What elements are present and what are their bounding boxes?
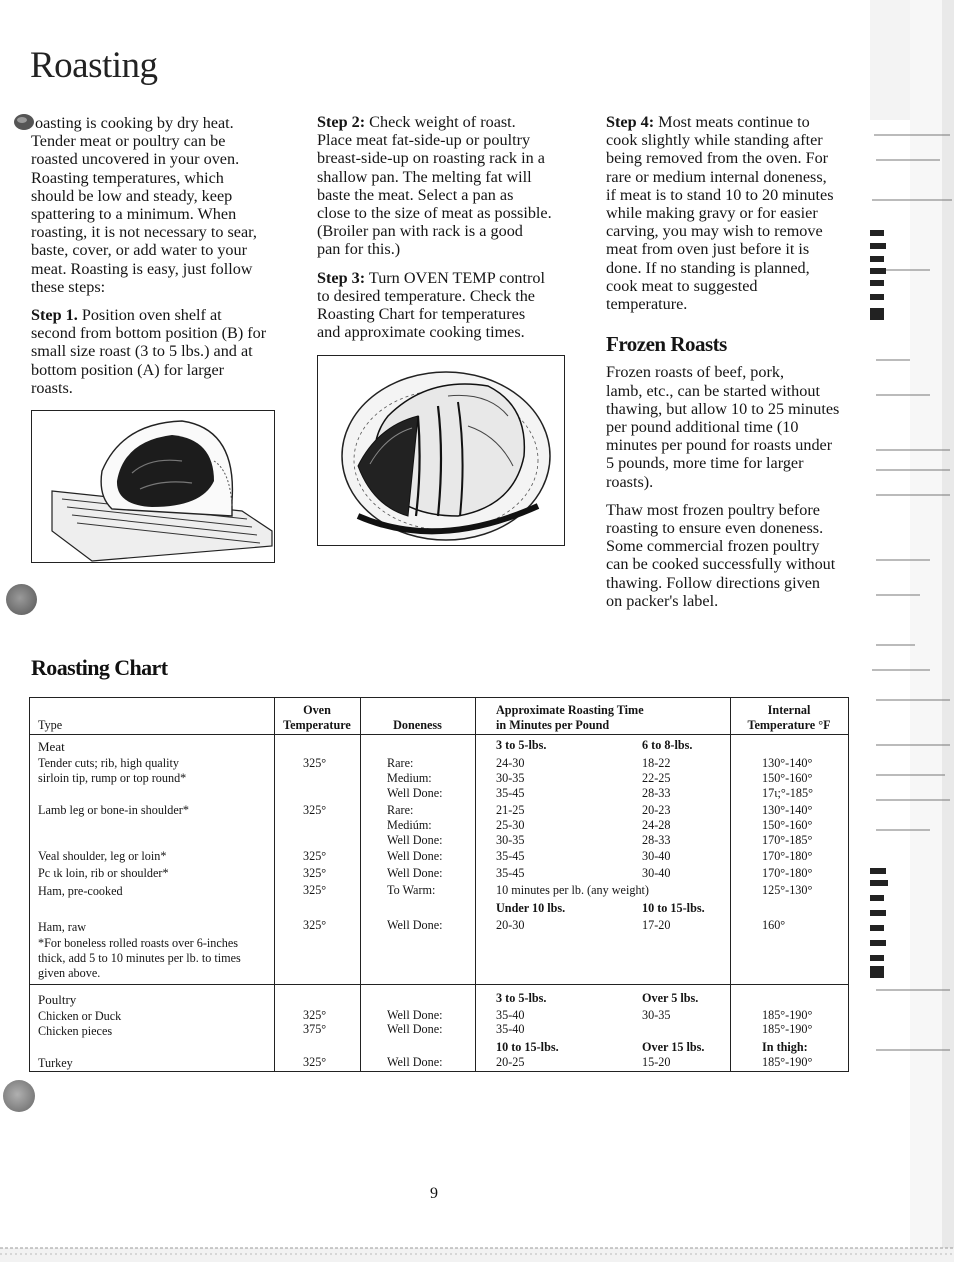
intro-paragraph: oasting is cooking by dry heat. Tender meat or poultry can be roasted uncovered in your oven. Roasting temperatures, which should be low and steady, keep spattering to a minimum. When roasting, it is not necessary to sear, baste, cover, or add water to your meat. Roasting is easy, just follow these steps:	[31, 113, 281, 296]
cell-temp: 325°	[303, 883, 327, 897]
table-rule	[475, 698, 476, 1071]
frozen-paragraph-1: Frozen roasts of beef, pork, lamb, etc., can be started without thawing, but allow 10 to 25 minutes per pound additional time (10 minutes per pound for roasts under 5 pounds, more time for larger roasts).	[606, 363, 840, 491]
punch-hole-icon	[6, 584, 37, 615]
cell-internal: 130°-140° 150°-160° 170°-185°	[762, 803, 813, 847]
cell-internal: 125°-130°	[762, 883, 813, 897]
table-row: Chicken or Duck	[38, 1009, 122, 1023]
cell-doneness: Well Done:	[387, 918, 443, 932]
cell-temp: 325°	[303, 918, 327, 932]
cell-time-small: 21-25 25-30 30-35	[496, 803, 525, 847]
cell-time-small: 35-45	[496, 849, 525, 863]
page-number: 9	[430, 1185, 438, 1202]
scan-edge-noise	[870, 0, 954, 1262]
step4-frozen-column	[606, 113, 856, 620]
cell-internal: 160°	[762, 918, 786, 932]
cell-time-small: 35-40	[496, 1008, 525, 1022]
table-row: Ham, pre-cooked	[38, 884, 123, 898]
step-2-label: Step 2:	[317, 113, 366, 131]
header-oven: Oven Temperature	[283, 703, 351, 732]
cell-internal: 185°-190°	[762, 1022, 813, 1036]
cell-doneness: Well Done:	[387, 1022, 443, 1036]
cell-doneness: Well Done:	[387, 1008, 443, 1022]
step-1: Step 1. Position oven shelf at second from bottom position (B) for small size roast (3 to 5 lbs.) and at bottom position (A) for larger roasts.	[31, 306, 267, 397]
cell-time-small: 20-25	[496, 1055, 525, 1069]
cell-temp: 325°	[303, 1055, 327, 1069]
cell-time-large: 30-40	[642, 849, 671, 863]
sliced-roast-icon	[318, 356, 564, 545]
roast-on-rack-icon	[32, 411, 274, 562]
section-poultry: Poultry	[38, 992, 77, 1007]
cell-time-large: 30-40	[642, 866, 671, 880]
subheader: Under 10 lbs.	[496, 901, 566, 915]
cell-time-small: 20-30	[496, 918, 525, 932]
table-row: Lamb leg or bone-in shoulder*	[38, 803, 189, 817]
table-row: Veal shoulder, leg or loin*	[38, 849, 167, 863]
cell-time-large: 17-20	[642, 918, 671, 932]
roasting-chart-heading: Roasting Chart	[31, 655, 168, 680]
cell-time-small: 35-45	[496, 866, 525, 880]
header-type: Type	[38, 718, 63, 732]
cell-time-small: 35-40	[496, 1022, 525, 1036]
page-title: Roasting	[30, 45, 158, 86]
cell-time-large: 18-22 22-25 28-33	[642, 756, 671, 800]
table-footnote: *For boneless rolled roasts over 6-inches thick, add 5 to 10 minutes per lb. to times given above.	[38, 936, 241, 980]
cell-temp: 375°	[303, 1022, 327, 1036]
step-4-label: Step 4:	[606, 113, 655, 131]
cell-doneness: Rare: Mediúm: Well Done:	[387, 803, 443, 847]
cell-doneness: Well Done:	[387, 849, 443, 863]
cell-internal: 185°-190°	[762, 1008, 813, 1022]
cell-time: 10 minutes per lb. (any weight)	[496, 883, 649, 897]
table-rule	[360, 698, 361, 1071]
cell-doneness: Well Done:	[387, 866, 443, 880]
frozen-paragraph-2: Thaw most frozen poultry before roasting to ensure even doneness. Some commercial frozen poultry can be cooked successfully without thawing. Follow directions given on packer's label.	[606, 500, 836, 610]
table-row: Pc ιk loin, rib or shoulder*	[38, 866, 169, 880]
table-rule	[730, 698, 731, 1071]
subheader: 10 to 15-lbs.	[496, 1040, 559, 1054]
cell-time-large: 20-23 24-28 28-33	[642, 803, 671, 847]
cell-temp: 325°	[303, 849, 327, 863]
roast-on-rack-figure	[31, 410, 275, 563]
sliced-roast-figure	[317, 355, 565, 546]
subheader: 6 to 8-lbs.	[642, 738, 693, 752]
cell-time-small: 24-30 30-35 35-45	[496, 756, 525, 800]
table-row: Chicken pieces	[38, 1024, 113, 1038]
subheader: 3 to 5-lbs.	[496, 991, 547, 1005]
frozen-roasts-heading: Frozen Roasts	[606, 332, 727, 357]
table-row: Tender cuts; rib, high quality sirloin tip, rump or top round*	[38, 756, 187, 785]
step-2: Step 2: Check weight of roast. Place meat fat-side-up or poultry breast-side-up on roasting rack in a shallow pan. The melting fat will baste the meat. Select a pan as close to the size of meat as possible. (Broiler pan with rack is a good pan for this.)	[317, 113, 552, 259]
punch-hole-icon	[3, 1080, 35, 1112]
subheader: 10 to 15-lbs.	[642, 901, 705, 915]
cell-doneness: Well Done:	[387, 1055, 443, 1069]
cell-internal: 130°-140° 150°-160° 17ι;°-185°	[762, 756, 813, 800]
cell-doneness: To Warm:	[387, 883, 436, 897]
dropcap-r-icon	[13, 113, 35, 131]
intro-column	[31, 113, 281, 407]
step-3-label: Step 3:	[317, 268, 366, 287]
cell-temp: 325°	[303, 1008, 327, 1022]
section-meat: Meat	[38, 739, 65, 754]
cell-temp: 325°	[303, 803, 327, 817]
table-rule	[30, 734, 848, 735]
table-rule	[274, 698, 275, 1071]
cell-internal: 185°-190°	[762, 1055, 813, 1069]
step-1-label: Step 1.	[31, 306, 78, 325]
cell-internal: 170°-180°	[762, 866, 813, 880]
cell-temp: 325°	[303, 756, 327, 770]
table-row: Turkey	[38, 1056, 73, 1070]
subheader: 3 to 5-lbs.	[496, 738, 547, 752]
cell-internal: 170°-180°	[762, 849, 813, 863]
table-row: Ham, raw	[38, 920, 87, 934]
subheader: Over 5 lbs.	[642, 991, 699, 1005]
roasting-chart-table	[29, 697, 849, 1072]
cell-time-large: 15-20	[642, 1055, 671, 1069]
cell-temp: 325°	[303, 866, 327, 880]
subheader: Over 15 lbs.	[642, 1040, 705, 1054]
steps-column	[317, 113, 569, 351]
header-time: Approximate Roasting Time in Minutes per Pound	[496, 703, 644, 732]
step-4: Step 4: Most meats continue to cook slightly while standing after being removed from the oven. For rare or medium internal doneness, if meat is to stand 10 to 20 minutes while making gravy or for easier carving, you may wish to remove meat from oven just before it is done. If no standing is planned, cook meat to suggested temperature.	[606, 113, 834, 314]
scan-bottom-noise	[0, 1244, 954, 1262]
table-rule	[30, 984, 848, 985]
step-3: Step 3: Turn OVEN TEMP control to desired temperature. Check the Roasting Chart for temperatures and approximate cooking times.	[317, 268, 546, 342]
header-internal: Internal Temperature °F	[747, 703, 831, 732]
header-doneness: Doneness	[393, 718, 442, 732]
subheader: In thigh:	[762, 1040, 808, 1054]
cell-time-large: 30-35	[642, 1008, 671, 1022]
cell-doneness: Rare: Medium: Well Done:	[387, 756, 443, 800]
